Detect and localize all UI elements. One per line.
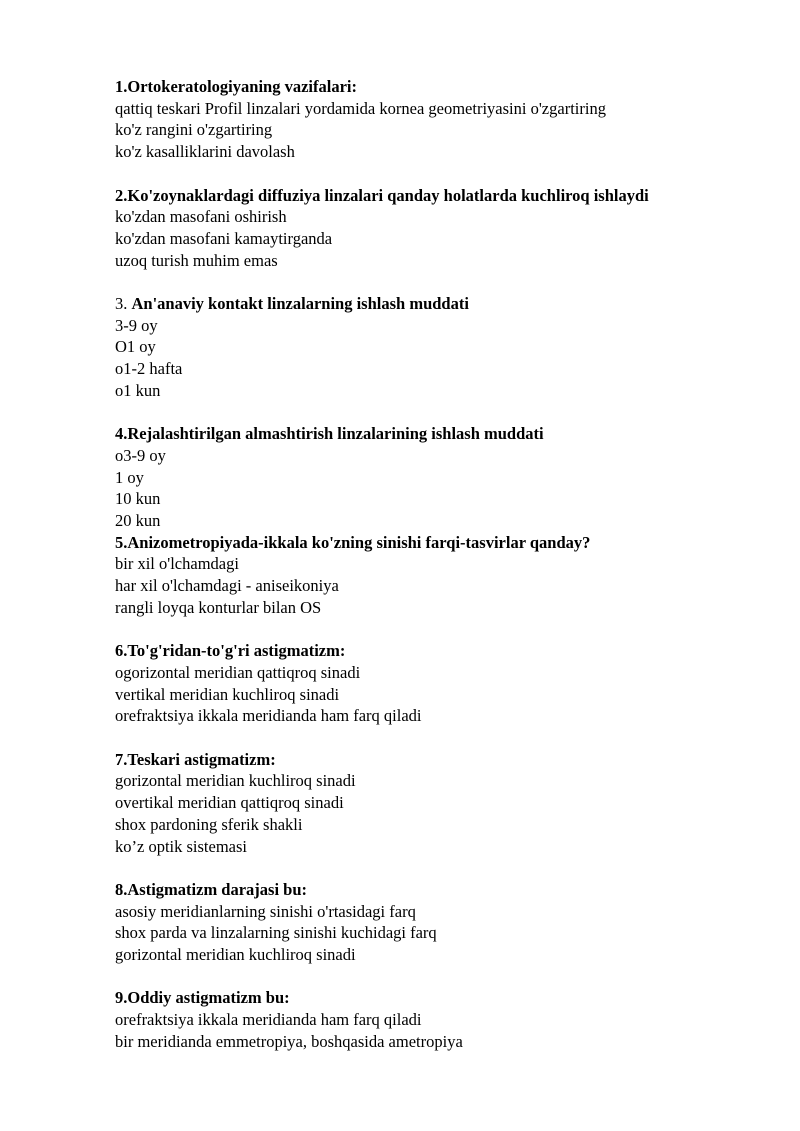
answer-option: ko’z optik sistemasi	[115, 836, 247, 856]
answer-option: 10 kun	[115, 489, 161, 509]
answer-option: gorizontal meridian kuchliroq sinadi	[115, 945, 356, 965]
question-title: 8.Astigmatizm darajasi bu:	[115, 879, 308, 899]
question-title: 1.Ortokeratologiyaning vazifalari:	[115, 77, 357, 96]
question-8	[115, 879, 775, 966]
answer-option: qattiq teskari Profil linzalari yordamida kornea geometriyasini o'zgartiring	[115, 98, 606, 118]
question-4	[115, 423, 775, 532]
answer-option: ko'z kasalliklarini davolash	[115, 142, 295, 162]
question-title: 6.To'g'ridan-to'g'ri astigmatizm:	[115, 641, 346, 661]
answer-option: gorizontal meridian kuchliroq sinadi	[115, 771, 356, 791]
question-1	[115, 76, 775, 163]
spacer	[115, 966, 775, 988]
answer-option: o1-2 hafta	[115, 359, 183, 379]
answer-option: vertikal meridian kuchliroq sinadi	[115, 684, 340, 704]
answer-option: overtikal meridian qattiqroq sinadi	[115, 793, 344, 813]
answer-option: har xil o'lchamdagi - aniseikoniya	[115, 576, 339, 596]
question-title: 5.Anizometropiyada-ikkala ko'zning sinishi farqi-tasvirlar qanday?	[115, 532, 591, 552]
spacer	[115, 727, 775, 749]
question-7	[115, 749, 775, 858]
question-title: 7.Teskari astigmatizm:	[115, 749, 276, 769]
answer-option: orefraktsiya ikkala meridianda ham farq qiladi	[115, 706, 422, 726]
question-3	[115, 293, 775, 402]
answer-option: shox parda va linzalarning sinishi kuchidagi farq	[115, 923, 437, 943]
question-5	[115, 532, 775, 619]
spacer	[115, 619, 775, 641]
question-9	[115, 987, 775, 1052]
question-number: 3.	[115, 294, 132, 313]
spacer	[115, 857, 775, 879]
answer-option: bir meridianda emmetropiya, boshqasida ametropiya	[115, 1031, 463, 1051]
answer-option: ko'z rangini o'zgartiring	[115, 120, 273, 140]
answer-option: rangli loyqa konturlar bilan OS	[115, 597, 322, 617]
answer-option: 20 kun	[115, 511, 161, 531]
answer-option: ko'zdan masofani oshirish	[115, 207, 287, 227]
answer-option: asosiy meridianlarning sinishi o'rtasidagi farq	[115, 901, 416, 921]
answer-option: shox pardoning sferik shakli	[115, 814, 303, 834]
answer-option: ko'zdan masofani kamaytirganda	[115, 228, 333, 248]
question-title: 2.Ko'zoynaklardagi diffuziya linzalari qanday holatlarda kuchliroq ishlaydi	[115, 185, 649, 205]
answer-option: 1 oy	[115, 467, 144, 487]
spacer	[115, 271, 775, 293]
answer-option: o1 kun	[115, 380, 161, 400]
answer-option: 3-9 oy	[115, 315, 158, 335]
answer-option: orefraktsiya ikkala meridianda ham farq qiladi	[115, 1010, 422, 1030]
answer-option: bir xil o'lchamdagi	[115, 554, 239, 574]
document-page	[115, 76, 775, 1053]
question-title: 4.Rejalashtirilgan almashtirish linzalarining ishlash muddati	[115, 424, 544, 444]
question-title-line	[115, 293, 775, 315]
spacer	[115, 402, 775, 424]
answer-option: ogorizontal meridian qattiqroq sinadi	[115, 662, 361, 682]
question-title: 9.Oddiy astigmatizm bu:	[115, 988, 290, 1008]
question-title: An'anaviy kontakt linzalarning ishlash muddati	[131, 294, 469, 313]
question-2	[115, 185, 775, 272]
question-6	[115, 640, 775, 727]
spacer	[115, 163, 775, 185]
answer-option: O1 oy	[115, 337, 156, 357]
answer-option: uzoq turish muhim emas	[115, 250, 278, 270]
answer-option: o3-9 oy	[115, 445, 166, 465]
